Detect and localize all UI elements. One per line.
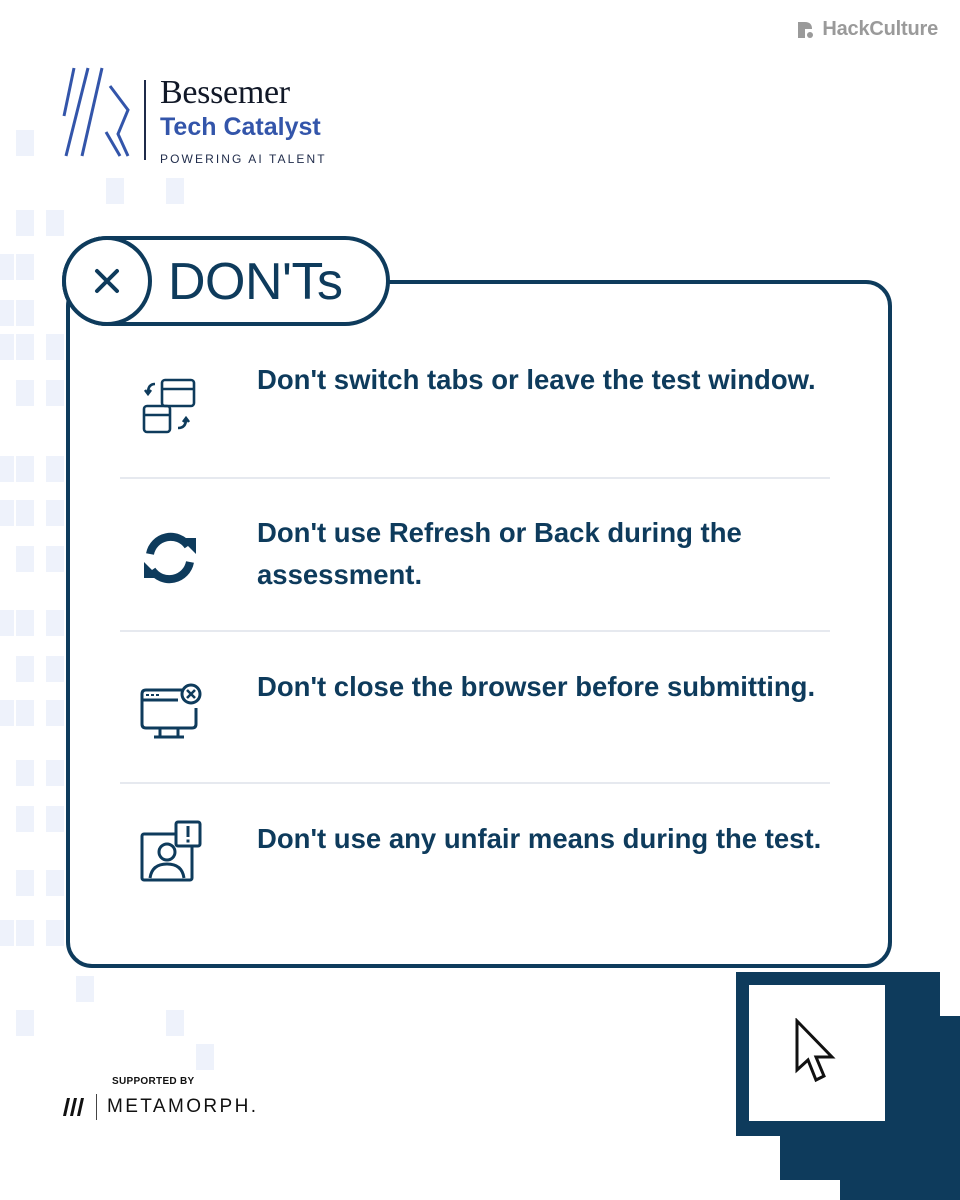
metamorph-divider <box>96 1094 97 1120</box>
item-divider <box>120 477 830 479</box>
metamorph-mark-icon <box>60 1096 84 1118</box>
dont-item-text: Don't switch tabs or leave the test window. <box>257 364 816 395</box>
dont-item-refresh <box>120 514 830 604</box>
item-divider <box>120 630 830 632</box>
dont-item-close-browser <box>120 668 830 758</box>
metamorph-wordmark: METAMORPH. <box>107 1096 259 1117</box>
item-divider <box>120 782 830 784</box>
switch-window-icon <box>138 374 202 438</box>
mouse-pointer-icon <box>794 1018 838 1084</box>
metamorph-logo <box>60 1094 258 1120</box>
logo-program: Tech Catalyst <box>160 113 321 141</box>
refresh-icon <box>138 526 202 590</box>
hackculture-wordmark: HackCulture <box>822 18 938 40</box>
dont-item-text: Don't use Refresh or Back during the assessment. <box>257 517 742 590</box>
logo-tagline: POWERING AI TALENT <box>160 152 327 166</box>
logo-name: Bessemer <box>160 74 290 111</box>
close-x-icon <box>89 263 125 299</box>
close-browser-icon <box>138 680 202 744</box>
dont-item-switch-tabs <box>120 362 830 452</box>
dont-item-text: Don't use any unfair means during the test. <box>257 823 822 854</box>
supported-by-label: SUPPORTED BY <box>112 1076 195 1087</box>
close-x-badge <box>62 236 152 326</box>
donts-title: DON'Ts <box>168 253 343 311</box>
user-alert-icon <box>138 820 202 884</box>
dont-item-text: Don't close the browser before submitting. <box>257 671 816 702</box>
dont-item-unfair-means <box>120 820 830 910</box>
